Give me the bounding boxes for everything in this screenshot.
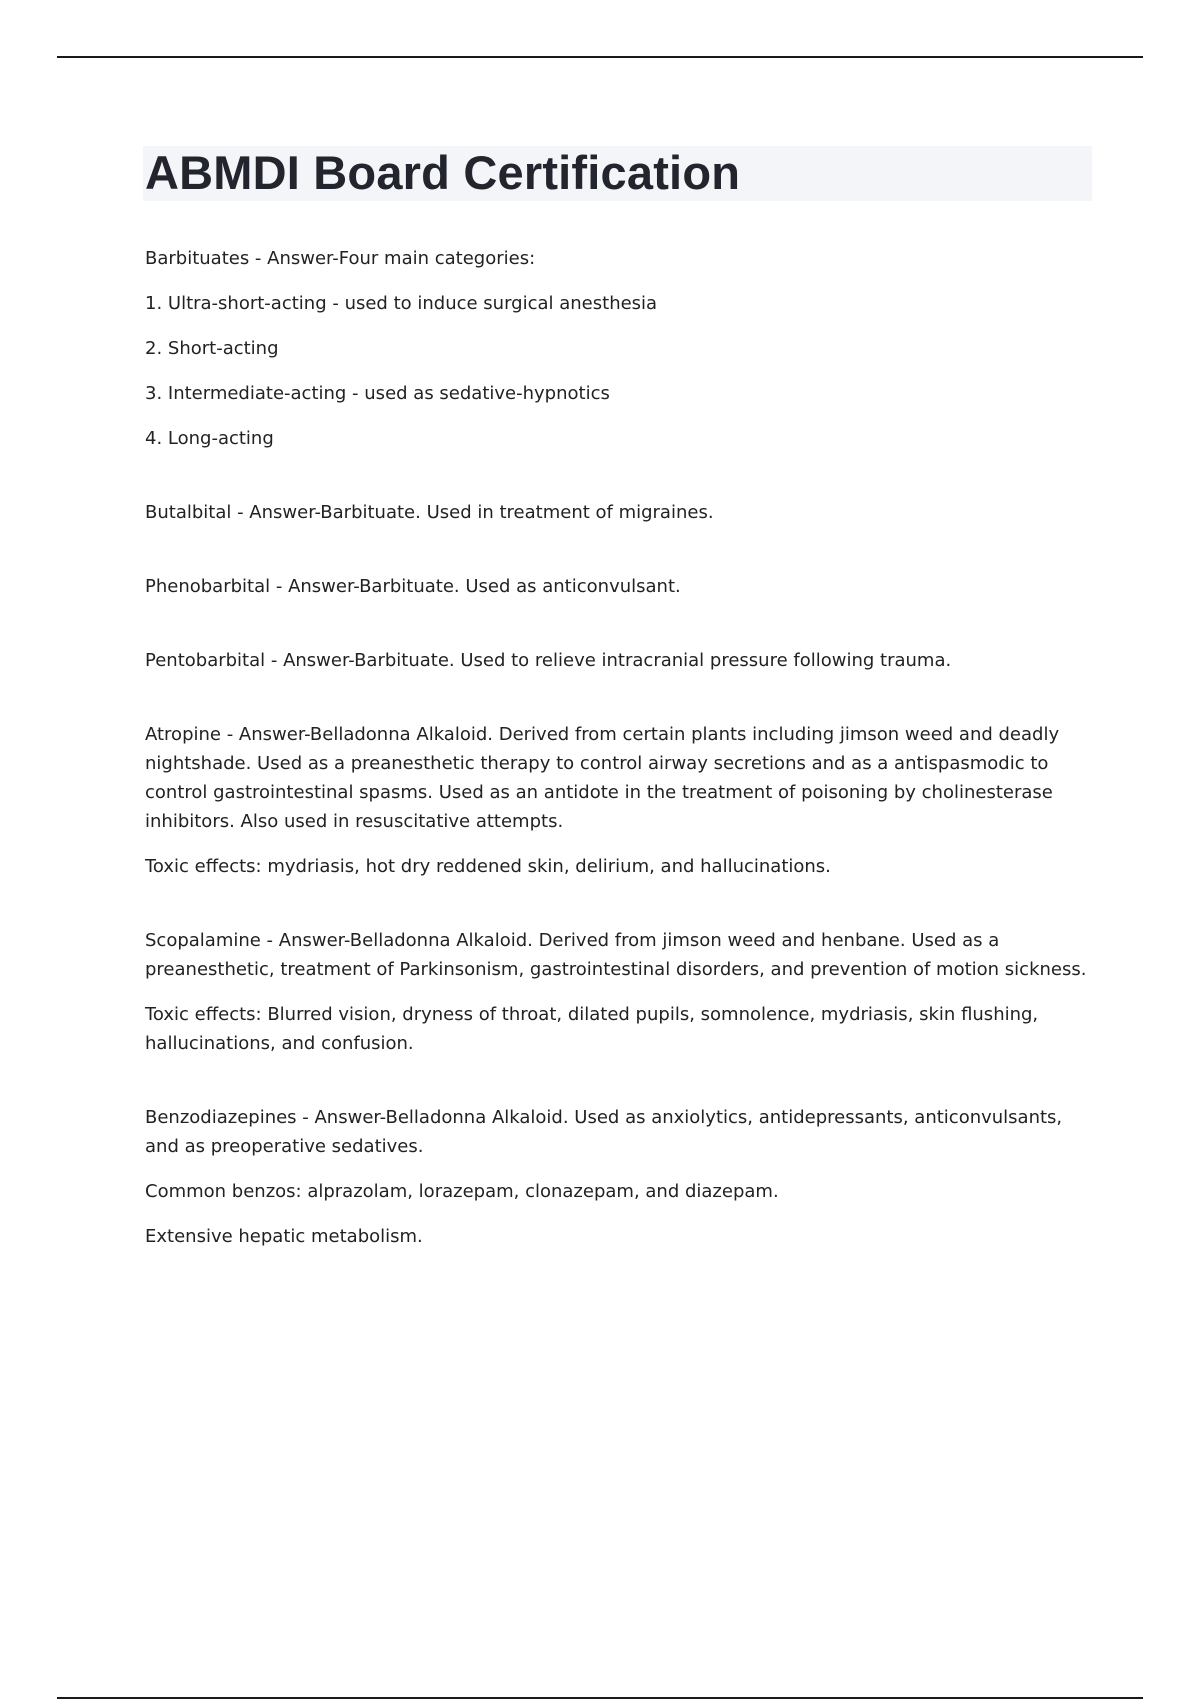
document-title: ABMDI Board Certification xyxy=(145,146,741,199)
butalbital-entry: Butalbital - Answer-Barbituate. Used in treatment of migraines. xyxy=(145,502,714,523)
barbituates-item-2: 2. Short-acting xyxy=(145,338,279,359)
footer-rule xyxy=(57,1697,1143,1699)
scopalamine-entry: Scopalamine - Answer-Belladonna Alkaloid. Derived from jimson weed and henbane. Used as a preanesthetic, treatment of Parkinsonism, gastrointestinal disorders, and prevention of motion sickness. xyxy=(145,930,1087,980)
atropine-toxic-effects: Toxic effects: mydriasis, hot dry reddened skin, delirium, and hallucinations. xyxy=(145,856,831,877)
barbituates-intro: Barbituates - Answer-Four main categories: xyxy=(145,248,536,269)
barbituates-item-4: 4. Long-acting xyxy=(145,428,274,449)
phenobarbital-entry: Phenobarbital - Answer-Barbituate. Used as anticonvulsant. xyxy=(145,576,681,597)
benzodiazepines-metabolism: Extensive hepatic metabolism. xyxy=(145,1226,423,1247)
scopalamine-toxic-effects: Toxic effects: Blurred vision, dryness of throat, dilated pupils, somnolence, mydriasis, skin flushing, hallucinations, and confusion. xyxy=(145,1004,1039,1054)
barbituates-item-1: 1. Ultra-short-acting - used to induce surgical anesthesia xyxy=(145,293,658,314)
barbituates-item-3: 3. Intermediate-acting - used as sedative-hypnotics xyxy=(145,383,610,404)
benzodiazepines-common: Common benzos: alprazolam, lorazepam, clonazepam, and diazepam. xyxy=(145,1181,779,1202)
benzodiazepines-entry: Benzodiazepines - Answer-Belladonna Alkaloid. Used as anxiolytics, antidepressants, anticonvulsants, and as preoperative sedatives. xyxy=(145,1107,1063,1157)
document-body xyxy=(145,244,1095,1267)
pentobarbital-entry: Pentobarbital - Answer-Barbituate. Used to relieve intracranial pressure following trauma. xyxy=(145,650,952,671)
header-rule xyxy=(57,56,1143,58)
atropine-entry: Atropine - Answer-Belladonna Alkaloid. Derived from certain plants including jimson weed and deadly nightshade. Used as a preanesthetic therapy to control airway secretions and as a antispasmodic to control gastrointestinal spasms. Used as an antidote in the treatment of poisoning by cholinesterase inhibitors. Also used in resuscitative attempts. xyxy=(145,724,1060,832)
